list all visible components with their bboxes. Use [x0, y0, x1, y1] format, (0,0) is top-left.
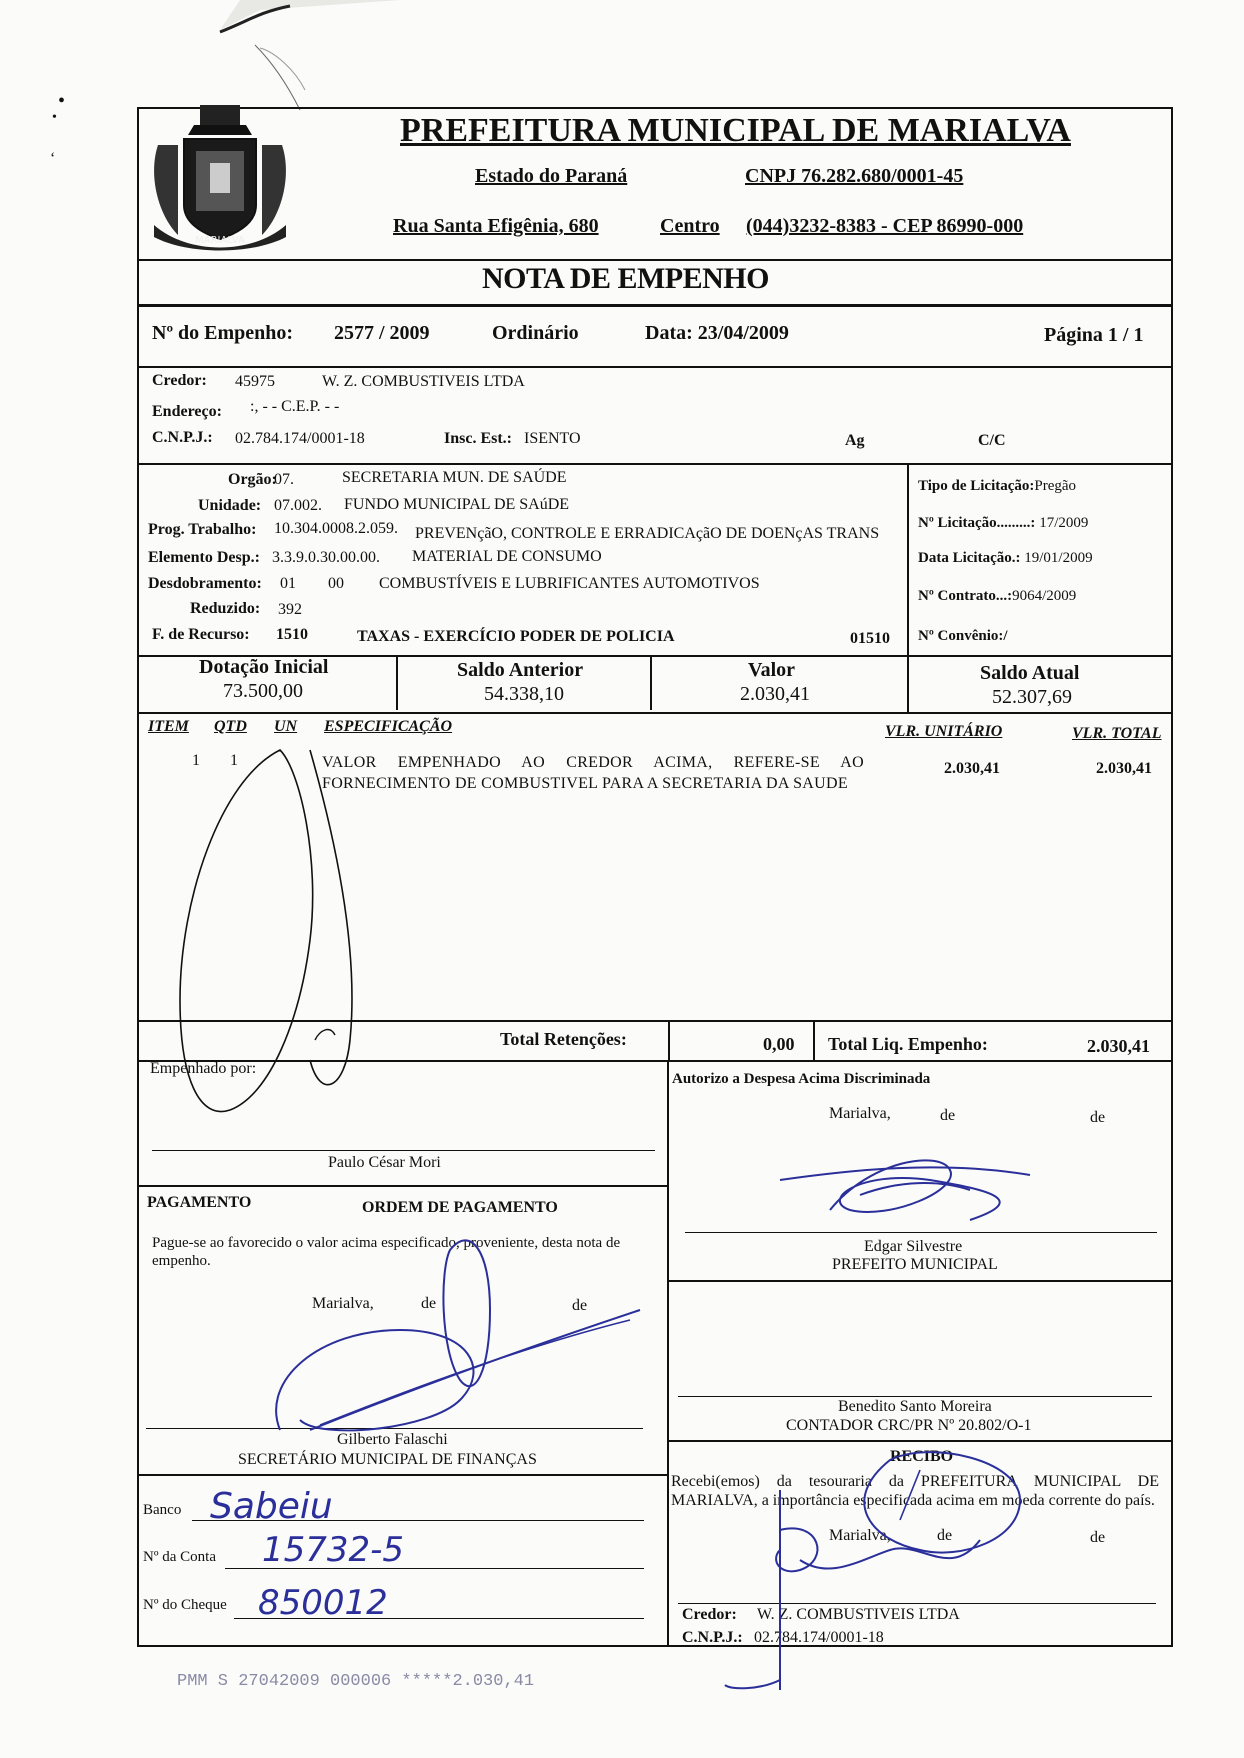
total-retencoes-label: Total Retenções:: [500, 1029, 627, 1049]
contador-role: CONTADOR CRC/PR Nº 20.802/O-1: [786, 1417, 1032, 1434]
saldo-anterior-value: 54.338,10: [484, 683, 564, 705]
saldo-anterior-label: Saldo Anterior: [457, 659, 584, 681]
ordem-pagamento-label: ORDEM DE PAGAMENTO: [362, 1199, 558, 1216]
cheque-value: 850012: [258, 1583, 388, 1623]
desdobramento-name: COMBUSTÍVEIS E LUBRIFICANTES AUTOMOTIVOS: [379, 575, 760, 592]
elemento-code: 3.3.9.0.30.00.00.: [272, 549, 380, 566]
signature-line: [685, 1232, 1157, 1233]
recibo-cnpj-label: C.N.P.J.:: [682, 1629, 743, 1646]
recibo-de2: de: [1090, 1529, 1106, 1546]
divider: [137, 304, 1173, 307]
prefeito-name: Edgar Silvestre: [864, 1238, 963, 1255]
divider: [137, 463, 1173, 465]
crest-banner-text: MARIALVA: [195, 235, 245, 246]
pagamento-text: Pague-se ao favorecido o valor acima especificado, proveniente, desta nota de empenho.: [152, 1235, 621, 1269]
licitacao-numero-value: 17/2009: [1035, 515, 1089, 531]
divider: [137, 366, 1173, 368]
empenho-number: 2577 / 2009: [334, 322, 430, 344]
licitacao-data-value: 19/01/2009: [1020, 550, 1093, 566]
empenhado-name: Paulo César Mori: [328, 1154, 441, 1171]
col-header-vlr-total: VLR. TOTAL: [1072, 725, 1162, 742]
valor-value: 2.030,41: [740, 683, 810, 705]
divider: [137, 1185, 667, 1187]
licitacao-tipo-value: Pregão: [1034, 478, 1077, 494]
document-title: NOTA DE EMPENHO: [482, 262, 769, 295]
col-header-vlr-unitario: VLR. UNITÁRIO: [885, 723, 1003, 740]
pagamento-place: Marialva,: [312, 1295, 374, 1312]
torn-corner: [200, 0, 400, 120]
autorizo-label: Autorizo a Despesa Acima Discriminada: [672, 1071, 931, 1087]
autorizo-place: Marialva,: [829, 1105, 891, 1122]
licitacao-numero: [918, 515, 1088, 532]
divider: [907, 463, 909, 655]
recibo-de1: de: [937, 1527, 953, 1544]
account-label: C/C: [978, 432, 1006, 449]
signature-line: [678, 1603, 1156, 1604]
licitacao-tipo-label: Tipo de Licitação:: [918, 478, 1035, 494]
reduzido-label: Reduzido:: [190, 600, 261, 617]
recibo-place: Marialva,: [829, 1527, 891, 1544]
elemento-name: MATERIAL DE CONSUMO: [412, 548, 602, 565]
recurso-code: 1510: [276, 626, 308, 643]
endereco-value: :, - - C.E.P. - -: [250, 398, 340, 415]
item-especificacao: VALOR EMPENHADO AO CREDOR ACIMA, REFERE-SE AO FORNECIMENTO DE COMBUSTIVEL PARA A SECRETARIA DA SAUDE: [322, 754, 864, 792]
item-number: 1: [192, 752, 200, 769]
dotacao-inicial-label: Dotação Inicial: [199, 656, 329, 678]
speck-3: ‘: [50, 150, 56, 167]
licitacao-tipo: [918, 478, 1076, 495]
licitacao-numero-label: Nº Licitação.........:: [918, 515, 1036, 531]
header-address: Rua Santa Efigênia, 680: [393, 215, 599, 237]
convenio: Nº Convênio:/: [918, 628, 1008, 644]
header-phone-cep: (044)3232-8383 - CEP 86990-000: [746, 215, 1024, 237]
pagamento-de2: de: [572, 1297, 588, 1314]
recurso-name: TAXAS - EXERCÍCIO PODER DE POLICIA: [357, 628, 675, 645]
prefeito-role: PREFEITO MUNICIPAL: [832, 1256, 998, 1273]
prog-trabalho-label: Prog. Trabalho:: [148, 521, 257, 538]
credor-label: Credor:: [152, 372, 207, 389]
contador-name: Benedito Santo Moreira: [838, 1398, 992, 1415]
pagamento-label: PAGAMENTO: [147, 1194, 252, 1211]
saldo-atual-label: Saldo Atual: [980, 662, 1080, 684]
divider: [137, 1474, 667, 1476]
recurso-code2: 01510: [850, 630, 890, 647]
item-qtd: 1: [230, 752, 238, 769]
divider: [667, 1440, 1173, 1442]
speck-2: •: [52, 110, 57, 125]
contrato-label: Nº Contrato...:: [918, 588, 1013, 604]
bank-stamp: PMM S 27042009 000006 *****2.030,41: [177, 1672, 535, 1691]
empenhado-label: Empenhado por:: [150, 1060, 257, 1077]
orgao-code: 07.: [274, 471, 294, 488]
cnpj-value: 02.784.174/0001-18: [235, 430, 365, 447]
reduzido-value: 392: [278, 601, 302, 618]
divider: [668, 1020, 670, 1062]
unidade-label: Unidade:: [198, 497, 262, 514]
divider: [396, 655, 398, 710]
conta-value: 15732-5: [262, 1530, 405, 1570]
credor-code: 45975: [235, 373, 275, 390]
divider: [137, 259, 1173, 261]
header-district: Centro: [660, 215, 720, 237]
desdobramento-code1: 01: [280, 575, 296, 592]
valor-label: Valor: [748, 659, 796, 681]
endereco-label: Endereço:: [152, 403, 222, 420]
item-vlr-total: 2.030,41: [1096, 760, 1152, 777]
total-liq-label: Total Liq. Empenho:: [828, 1034, 988, 1054]
orgao-label: Orgão:: [228, 471, 277, 488]
recibo-text: Recebi(emos) da tesouraria da PREFEITURA MUNICIPAL DE MARIALVA, a importância especificada acima em moeda corrente do país.: [671, 1473, 1159, 1509]
desdobramento-label: Desdobramento:: [148, 575, 262, 592]
divider: [813, 1022, 815, 1060]
unidade-code: 07.002.: [274, 497, 322, 514]
contrato: [918, 588, 1076, 605]
page-indicator: Página 1 / 1: [1044, 324, 1144, 346]
dotacao-inicial-value: 73.500,00: [223, 680, 303, 702]
total-liq-value: 2.030,41: [1087, 1036, 1150, 1056]
divider: [667, 1280, 1173, 1282]
autorizo-de2: de: [1090, 1109, 1106, 1126]
banco-value: Sabeiu: [210, 1486, 333, 1527]
divider: [137, 1060, 1173, 1062]
autorizo-de1: de: [940, 1107, 956, 1124]
banco-label: Banco: [143, 1502, 182, 1518]
empenho-date: Data: 23/04/2009: [645, 322, 789, 344]
signature-line: [678, 1396, 1152, 1397]
divider: [667, 1060, 669, 1645]
col-header-item: ITEM: [148, 718, 189, 735]
total-retencoes-value: 0,00: [763, 1034, 795, 1054]
conta-label: Nº da Conta: [143, 1549, 216, 1565]
header-cnpj: CNPJ 76.282.680/0001-45: [745, 165, 964, 187]
desdobramento-code2: 00: [328, 575, 344, 592]
municipality-title: PREFEITURA MUNICIPAL DE MARIALVA: [400, 112, 1071, 149]
state-name: Estado do Paraná: [475, 165, 628, 187]
recibo-credor-value: W. Z. COMBUSTIVEIS LTDA: [757, 1606, 960, 1623]
insc-est-label: Insc. Est.:: [444, 430, 513, 447]
secretario-role: SECRETÁRIO MUNICIPAL DE FINANÇAS: [238, 1451, 537, 1468]
pagamento-de1: de: [421, 1295, 437, 1312]
recibo-label: RECIBO: [890, 1448, 954, 1465]
municipal-crest-icon: [148, 105, 292, 255]
contrato-value: 9064/2009: [1012, 588, 1077, 604]
recibo-credor-label: Credor:: [682, 1606, 737, 1623]
signature-line: [146, 1428, 643, 1429]
saldo-atual-value: 52.307,69: [992, 686, 1072, 708]
col-header-qtd: QTD: [214, 718, 247, 735]
speck-1: •: [58, 90, 66, 112]
elemento-label: Elemento Desp.:: [148, 549, 260, 566]
orgao-name: SECRETARIA MUN. DE SAÚDE: [342, 469, 567, 486]
empenho-type: Ordinário: [492, 322, 579, 344]
empenho-number-label: Nº do Empenho:: [152, 322, 294, 344]
unidade-name: FUNDO MUNICIPAL DE SAúDE: [344, 496, 570, 513]
recurso-label: F. de Recurso:: [152, 626, 250, 643]
divider: [907, 655, 909, 713]
licitacao-data: [918, 550, 1093, 567]
col-header-especificacao: ESPECIFICAÇÃO: [324, 718, 453, 735]
recibo-cnpj-value: 02.784.174/0001-18: [754, 1629, 884, 1646]
item-vlr-unitario: 2.030,41: [944, 760, 1000, 777]
agency-label: Ag: [845, 432, 865, 449]
col-header-un: UN: [274, 718, 298, 735]
insc-est-value: ISENTO: [524, 430, 581, 447]
licitacao-data-label: Data Licitação.:: [918, 550, 1021, 566]
divider: [137, 1020, 1173, 1022]
divider: [137, 712, 1173, 714]
divider: [650, 655, 652, 710]
signature-line: [152, 1150, 655, 1151]
cheque-label: Nº do Cheque: [143, 1597, 227, 1613]
prog-trabalho-code: 10.304.0008.2.059.: [274, 520, 398, 537]
prog-trabalho-name: PREVENçãO, CONTROLE E ERRADICAçãO DE DOENçAS TRANS: [415, 525, 880, 542]
secretario-name: Gilberto Falaschi: [337, 1431, 448, 1448]
cnpj-label: C.N.P.J.:: [152, 429, 213, 446]
credor-name: W. Z. COMBUSTIVEIS LTDA: [322, 373, 525, 390]
